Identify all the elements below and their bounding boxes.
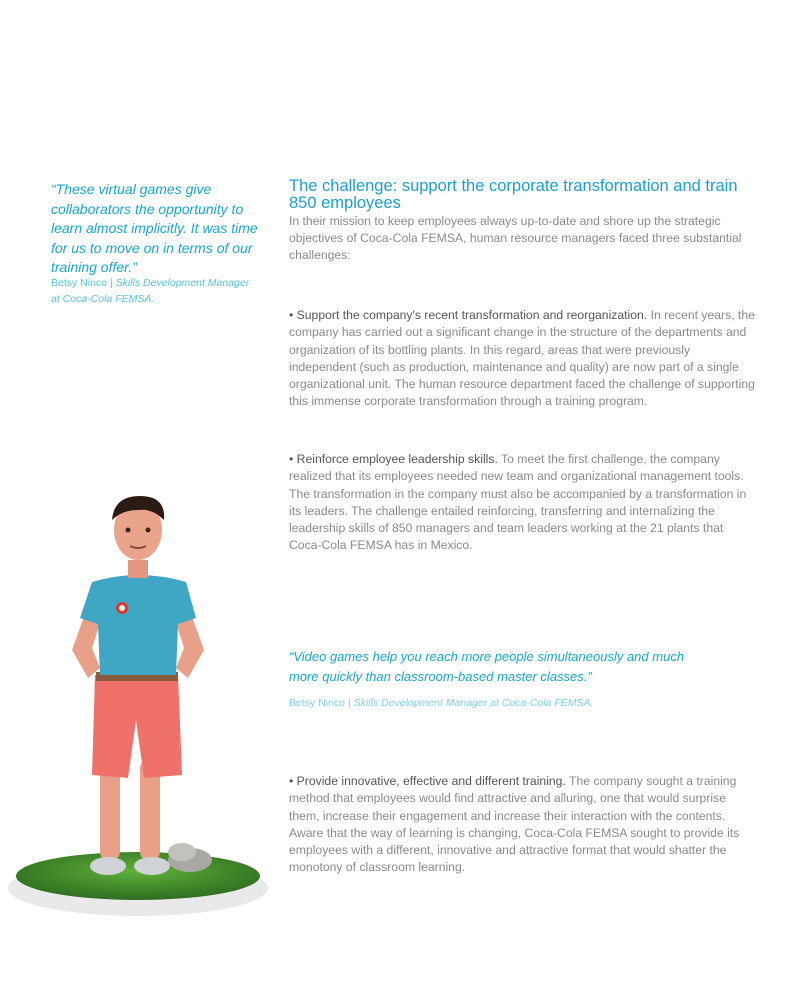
challenge-lead: • Provide innovative, effective and different training. [289,774,566,788]
challenge-paragraph [289,773,759,877]
attribution-role: Skills Development Manager at Coca-Cola FEMSA. [51,277,250,305]
challenge-body: The company sought a training method that employees would find attractive and alluring, one that would surprise them, increase their engagement and increase their interaction with the contents. Aware that the way of learning is changing, Coca-Cola FEMSA sought to provide its employees with a different, innovative and attractive format that would shatter the monotony of classroom learning. [289,774,740,875]
sidebar-quote: “These virtual games give collaborators the opportunity to learn almost implicitly. It was time for us to move on in terms of our training offer.” [51,181,258,275]
challenge-paragraph [289,307,759,411]
pull-quote-attribution [289,696,689,711]
character-illustration [0,490,280,930]
challenge-body: In recent years, the company has carried out a significant change in the structure of the departments and organization of its bottling plants. In this regard, areas that were previously independent (such as production, maintenance and quality) are now part of a single organizational unit. The human resource department faced the challenge of supporting this immense corporate transformation through a training program. [289,308,755,409]
attribution-name: Betsy Ninco | [51,277,113,289]
challenge-paragraph [289,451,759,555]
attribution-role: Skills Development Manager at Coca-Cola FEMSA. [353,697,594,709]
challenge-body: To meet the first challenge, the company realized that its employees needed new team and organizational management tools. The transformation in the company must also be accompanied by a transformation in its leaders. The challenge entailed reinforcing, transferring and internalizing the leadership skills of 850 managers and team leaders working at the 21 plants that Coca-Cola FEMSA has in Mexico. [289,452,747,553]
intro-paragraph: In their mission to keep employees always up-to-date and shore up the strategic objectives of Coca-Cola FEMSA, human resource managers faced three substantial challenges: [289,214,742,263]
sidebar-quote-attribution [51,276,251,307]
challenge-lead: • Reinforce employee leadership skills. [289,452,498,466]
section-title: The challenge: support the corporate transformation and train 850 employees [289,177,738,212]
pull-quote: “Video games help you reach more people simultaneously and much more quickly than classroom-based master classes.” [289,649,685,684]
challenge-lead: • Support the company's recent transformation and reorganization. [289,308,648,322]
attribution-name: Betsy Ninco | [289,697,351,709]
avatar-icon [0,490,280,930]
